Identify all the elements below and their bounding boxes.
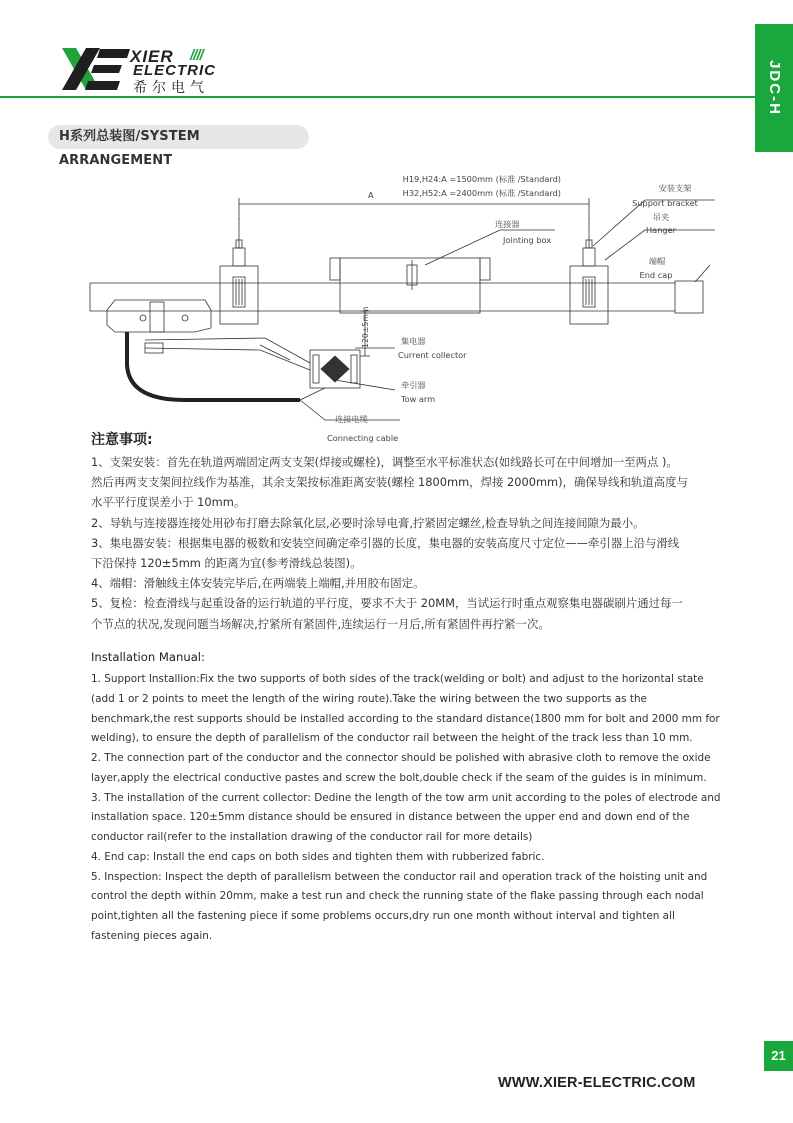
notes-line: 3、集电器安装：根据集电器的极数和安装空间确定牵引器的长度，集电器的安装高度尺寸定位——牵引器上沿与滑线 [91,535,680,550]
notes-line: 然后再两支支架间拉线作为基准，其余支架按标准距离安装(螺栓 1800mm，焊接 2000mm)，确保导线和轨道高度与 [91,475,688,490]
manual-line: 3. The installation of the current collector: Dedine the length of the tow arm unit according to the poles of electrode and [91,791,721,804]
section-title: H系列总装图/SYSTEM ARRANGEMENT [48,125,309,149]
manual-line: installation space. 120±5mm distance should be ensured in distance between the upper end and down end of the [91,811,690,824]
notes-line: 4、端帽：滑触线主体安装完毕后,在两端装上端帽,并用胶布固定。 [91,576,425,591]
arrangement-drawing [85,160,725,450]
notes-line: 下沿保持 120±5mm 的距离为宜(参考滑线总装图)。 [91,556,362,571]
system-arrangement-diagram [85,160,725,450]
manual-heading: Installation Manual: [91,650,205,664]
end-cap-label-cn: 端帽 [648,256,666,266]
support-bracket-label-cn: 安装支架 [658,183,692,193]
product-series-label: JDC-H [766,60,783,116]
notes-heading: 注意事项: [91,432,153,448]
xe-logo-mark-icon [60,46,130,96]
jointing-box-label-cn: 连接器 [495,219,520,229]
manual-line: conductor rail(refer to the installation drawing of the conductor rail for more details) [91,831,533,843]
manual-line: welding), to ensure the depth of parallelism of the conductor rail between the height of the track less than 10 mm. [91,732,693,745]
logo-text-xier: XIER [130,47,174,66]
manual-body [91,670,721,947]
company-logo [60,46,230,96]
manual-line: 1. Support Installion:Fix the two supports of both sides of the track(welding or bolt) and adjust to the horizontal state [91,673,704,685]
notes-line: 5、复检：检查滑线与起重设备的运行轨道的平行度，要求不大于 20MM，当试运行时重点观察集电器碳刷片通过每一 [91,596,683,611]
hanger-label-en: Hanger [646,225,676,235]
connecting-cable-label-cn: 连接电缆 [335,414,368,424]
current-collector-label-en: Current collector [398,350,467,360]
notes-line: 1、支架安装：首先在轨道两端固定两支支架(焊接或螺栓)，调整至水平标准状态(如线路长可在中间增加一至两点 )。 [91,455,678,469]
end-cap-label-en: End cap [639,270,673,280]
manual-line: control the depth within 20mm, make a test run and check the running state of the flake passing through each nodal [91,890,704,903]
logo-text-electric: ELECTRIC [133,62,216,79]
logo-slashes: //// [190,47,203,64]
manual-line: 5. Inspection: Inspect the depth of parallelism between the conductor rail and operation track of the hoisting unit and [91,870,708,883]
manual-line: 2. The connection part of the conductor and the connector should be polished with abrasive cloth to remove the oxide [91,752,711,764]
jointing-box-label-en: Jointing box [503,235,552,245]
manual-line: 4. End cap: Install the end caps on both sides and tighten them with rubberized fabric. [91,850,545,863]
manual-line: fastening pieces again. [91,929,213,942]
product-series-tab [755,24,793,152]
spec-line-1: H19,H24:A =1500mm (标准 /Standard) [402,174,561,184]
dimension-120-label: 120±5mm [361,306,370,348]
tow-arm-label-cn: 牵引器 [401,380,426,390]
hanger-label-cn: 吊夹 [652,212,670,222]
current-collector-label-cn: 集电器 [401,336,426,346]
notes-line: 水平平行度误差小于 10mm。 [91,495,246,510]
connecting-cable-label-en: Connecting cable [327,433,399,443]
manual-line: layer,apply the electrical conductive pastes and screw the bolt,double check if the seam of the guides is in minimum. [91,771,707,784]
footer-website-url[interactable]: WWW.XIER-ELECTRIC.COM [498,1075,696,1091]
manual-line: point,tighten all the fastening piece if some problems occurs,dry run one month without interval and tighten all [91,910,675,922]
notes-body [91,452,711,634]
manual-line: benchmark,the rest supports should be installed according to the standard distance(1800 mm for bolt and 2000 mm for [91,712,720,725]
notes-line: 2、导轨与连接器连接处用砂布打磨去除氧化层,必要时涂导电膏,拧紧固定螺丝,检查导轨之间连接间隙为最小。 [91,515,645,530]
header-divider [0,96,755,98]
support-bracket-label-en: Support bracket [632,198,698,208]
tow-arm-label-en: Tow arm [401,394,436,404]
logo-text-chinese: 希尔电气 [133,80,209,96]
page-number: 21 [764,1041,793,1071]
notes-line: 个节点的状况,发现问题当场解决,拧紧所有紧固件,连续运行一月后,所有紧固件再拧紧一次。 [91,616,550,631]
spec-line-2: H32,H52:A =2400mm (标准 /Standard) [402,188,561,198]
dimension-a-label: A [368,190,374,200]
manual-line: (add 1 or 2 points to meet the length of the wiring route).Take the wiring between the two supports as the [91,692,647,705]
